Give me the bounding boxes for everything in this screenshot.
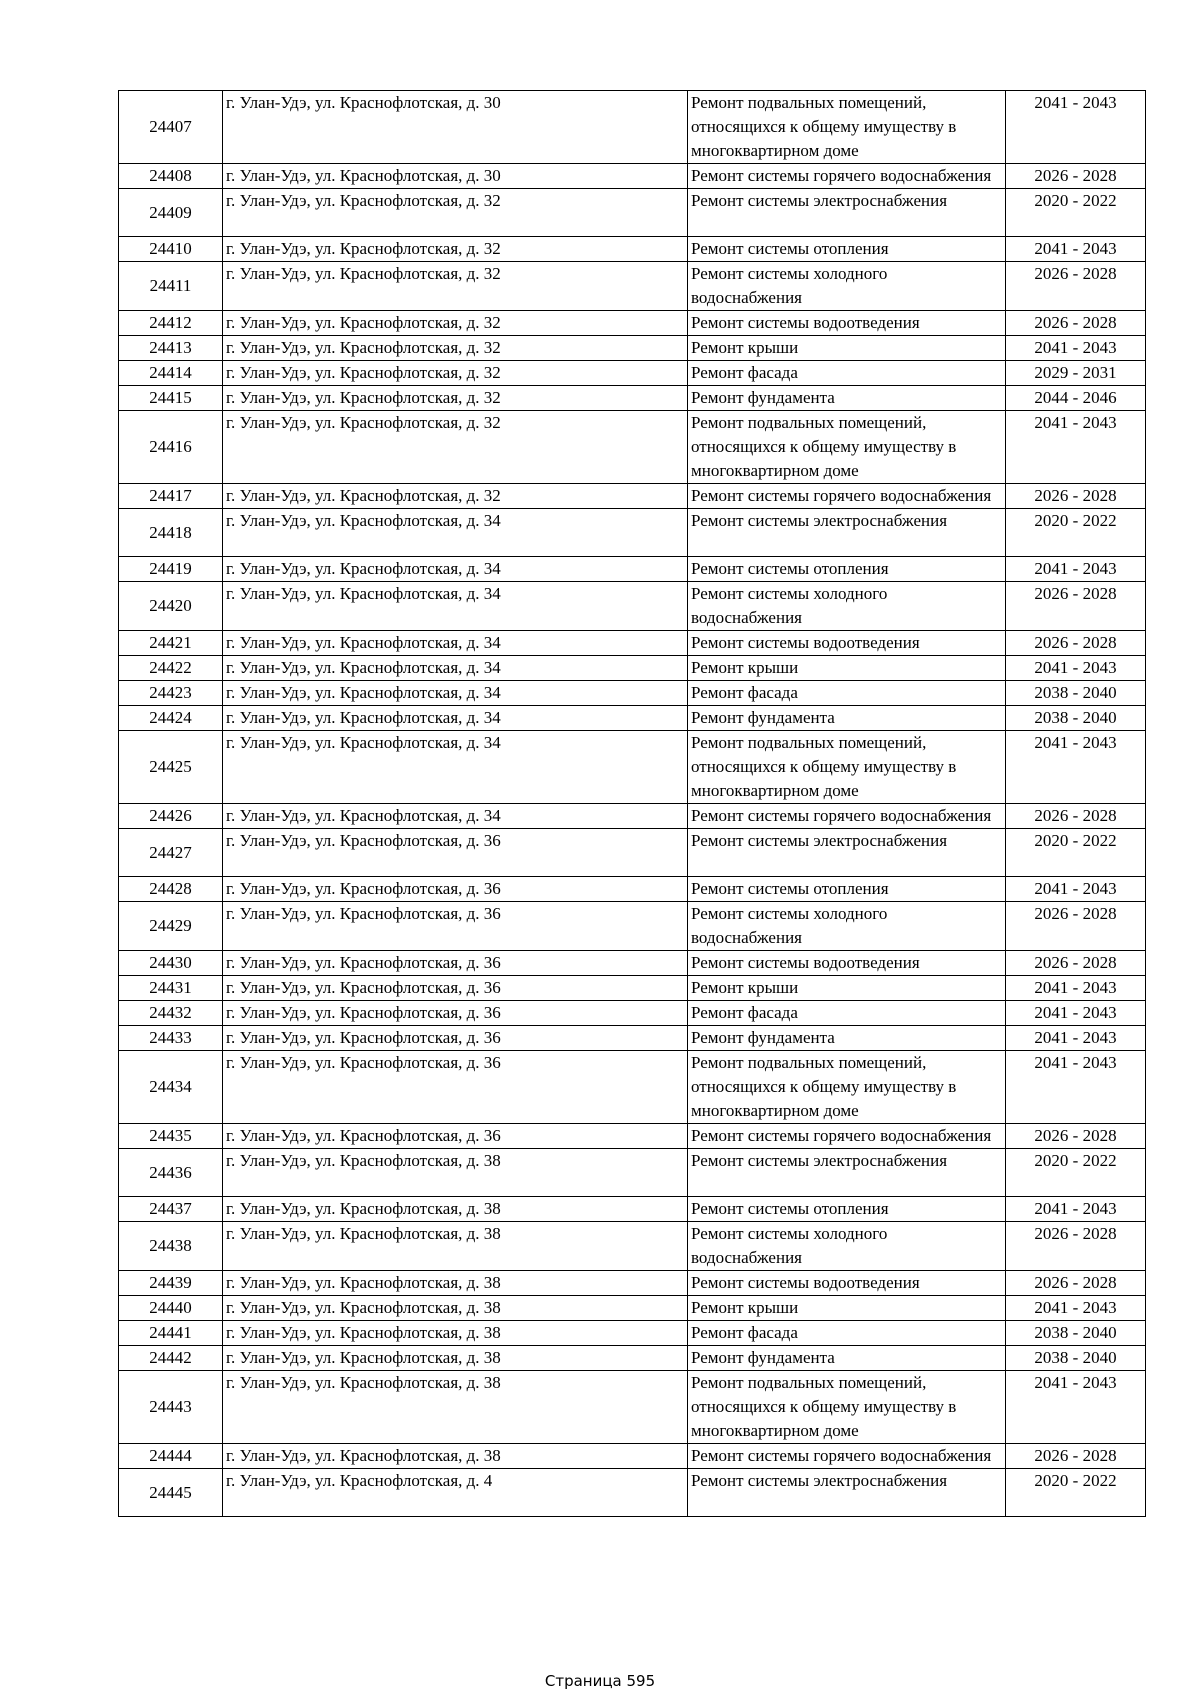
- row-id: 24409: [119, 189, 223, 237]
- row-address: г. Улан-Удэ, ул. Краснофлотская, д. 36: [223, 1001, 688, 1026]
- row-work: Ремонт системы водоотведения: [688, 311, 1006, 336]
- row-id: 24430: [119, 951, 223, 976]
- row-id: 24420: [119, 582, 223, 631]
- row-address: г. Улан-Удэ, ул. Краснофлотская, д. 36: [223, 1026, 688, 1051]
- row-id: 24423: [119, 681, 223, 706]
- table-row: [119, 804, 1146, 829]
- row-id: 24408: [119, 164, 223, 189]
- table-row: [119, 1001, 1146, 1026]
- row-period: 2020 - 2022: [1006, 189, 1146, 237]
- table-row: [119, 1444, 1146, 1469]
- row-address: г. Улан-Удэ, ул. Краснофлотская, д. 30: [223, 164, 688, 189]
- row-period: 2041 - 2043: [1006, 731, 1146, 804]
- row-work: Ремонт системы водоотведения: [688, 1271, 1006, 1296]
- row-work: Ремонт фасада: [688, 681, 1006, 706]
- table-row: [119, 902, 1146, 951]
- row-work: Ремонт системы холодного водоснабжения: [688, 902, 1006, 951]
- row-id: 24433: [119, 1026, 223, 1051]
- row-address: г. Улан-Удэ, ул. Краснофлотская, д. 32: [223, 262, 688, 311]
- row-address: г. Улан-Удэ, ул. Краснофлотская, д. 34: [223, 631, 688, 656]
- row-period: 2026 - 2028: [1006, 1444, 1146, 1469]
- row-id: 24434: [119, 1051, 223, 1124]
- row-period: 2044 - 2046: [1006, 386, 1146, 411]
- row-period: 2041 - 2043: [1006, 237, 1146, 262]
- row-id: 24436: [119, 1149, 223, 1197]
- row-period: 2026 - 2028: [1006, 1124, 1146, 1149]
- row-period: 2038 - 2040: [1006, 1321, 1146, 1346]
- row-address: г. Улан-Удэ, ул. Краснофлотская, д. 38: [223, 1296, 688, 1321]
- table-row: [119, 1026, 1146, 1051]
- row-id: 24417: [119, 484, 223, 509]
- row-id: 24413: [119, 336, 223, 361]
- row-work: Ремонт системы холодного водоснабжения: [688, 262, 1006, 311]
- row-address: г. Улан-Удэ, ул. Краснофлотская, д. 30: [223, 91, 688, 164]
- row-period: 2041 - 2043: [1006, 557, 1146, 582]
- table-row: [119, 582, 1146, 631]
- table-row: [119, 237, 1146, 262]
- row-period: 2026 - 2028: [1006, 582, 1146, 631]
- row-address: г. Улан-Удэ, ул. Краснофлотская, д. 34: [223, 656, 688, 681]
- page-number: Страница 595: [544, 1672, 656, 1690]
- table-row: [119, 1271, 1146, 1296]
- row-work: Ремонт системы электроснабжения: [688, 509, 1006, 557]
- row-period: 2026 - 2028: [1006, 1271, 1146, 1296]
- row-period: 2038 - 2040: [1006, 1346, 1146, 1371]
- row-address: г. Улан-Удэ, ул. Краснофлотская, д. 36: [223, 1051, 688, 1124]
- row-address: г. Улан-Удэ, ул. Краснофлотская, д. 32: [223, 237, 688, 262]
- row-id: 24437: [119, 1197, 223, 1222]
- row-address: г. Улан-Удэ, ул. Краснофлотская, д. 34: [223, 706, 688, 731]
- row-id: 24429: [119, 902, 223, 951]
- table-row: [119, 1346, 1146, 1371]
- row-address: г. Улан-Удэ, ул. Краснофлотская, д. 38: [223, 1444, 688, 1469]
- row-period: 2041 - 2043: [1006, 336, 1146, 361]
- row-id: 24428: [119, 877, 223, 902]
- row-period: 2041 - 2043: [1006, 411, 1146, 484]
- row-period: 2041 - 2043: [1006, 1026, 1146, 1051]
- row-id: 24407: [119, 91, 223, 164]
- table-row: [119, 1051, 1146, 1124]
- row-period: 2041 - 2043: [1006, 1296, 1146, 1321]
- row-work: Ремонт подвальных помещений, относящихся к общему имуществу в многоквартирном доме: [688, 91, 1006, 164]
- table-row: [119, 681, 1146, 706]
- row-period: 2041 - 2043: [1006, 877, 1146, 902]
- row-address: г. Улан-Удэ, ул. Краснофлотская, д. 36: [223, 951, 688, 976]
- row-address: г. Улан-Удэ, ул. Краснофлотская, д. 38: [223, 1149, 688, 1197]
- row-address: г. Улан-Удэ, ул. Краснофлотская, д. 36: [223, 829, 688, 877]
- row-address: г. Улан-Удэ, ул. Краснофлотская, д. 32: [223, 336, 688, 361]
- row-id: 24427: [119, 829, 223, 877]
- table-row: [119, 877, 1146, 902]
- row-period: 2026 - 2028: [1006, 951, 1146, 976]
- row-address: г. Улан-Удэ, ул. Краснофлотская, д. 36: [223, 1124, 688, 1149]
- row-period: 2041 - 2043: [1006, 1197, 1146, 1222]
- row-work: Ремонт системы электроснабжения: [688, 1469, 1006, 1517]
- table-row: [119, 164, 1146, 189]
- row-work: Ремонт фундамента: [688, 386, 1006, 411]
- row-id: 24442: [119, 1346, 223, 1371]
- row-period: 2041 - 2043: [1006, 1001, 1146, 1026]
- row-address: г. Улан-Удэ, ул. Краснофлотская, д. 4: [223, 1469, 688, 1517]
- table-row: [119, 731, 1146, 804]
- table-row: [119, 509, 1146, 557]
- row-id: 24421: [119, 631, 223, 656]
- row-period: 2041 - 2043: [1006, 656, 1146, 681]
- row-work: Ремонт подвальных помещений, относящихся к общему имуществу в многоквартирном доме: [688, 1051, 1006, 1124]
- row-id: 24425: [119, 731, 223, 804]
- row-work: Ремонт системы горячего водоснабжения: [688, 1444, 1006, 1469]
- row-address: г. Улан-Удэ, ул. Краснофлотская, д. 32: [223, 311, 688, 336]
- row-id: 24412: [119, 311, 223, 336]
- row-work: Ремонт подвальных помещений, относящихся к общему имуществу в многоквартирном доме: [688, 411, 1006, 484]
- row-id: 24410: [119, 237, 223, 262]
- row-id: 24440: [119, 1296, 223, 1321]
- row-work: Ремонт системы водоотведения: [688, 631, 1006, 656]
- repair-schedule-table: [118, 90, 1146, 1517]
- table-row: [119, 1296, 1146, 1321]
- row-period: 2026 - 2028: [1006, 311, 1146, 336]
- table-row: [119, 706, 1146, 731]
- row-work: Ремонт фасада: [688, 1001, 1006, 1026]
- row-period: 2020 - 2022: [1006, 509, 1146, 557]
- table-row: [119, 1371, 1146, 1444]
- row-id: 24444: [119, 1444, 223, 1469]
- row-id: 24439: [119, 1271, 223, 1296]
- row-work: Ремонт системы отопления: [688, 237, 1006, 262]
- row-work: Ремонт системы электроснабжения: [688, 829, 1006, 877]
- row-work: Ремонт крыши: [688, 336, 1006, 361]
- table-row: [119, 189, 1146, 237]
- row-work: Ремонт системы горячего водоснабжения: [688, 1124, 1006, 1149]
- table-row: [119, 91, 1146, 164]
- row-address: г. Улан-Удэ, ул. Краснофлотская, д. 32: [223, 386, 688, 411]
- row-id: 24443: [119, 1371, 223, 1444]
- row-period: 2026 - 2028: [1006, 1222, 1146, 1271]
- row-work: Ремонт фундамента: [688, 1346, 1006, 1371]
- row-period: 2029 - 2031: [1006, 361, 1146, 386]
- row-period: 2041 - 2043: [1006, 1051, 1146, 1124]
- row-work: Ремонт системы электроснабжения: [688, 189, 1006, 237]
- row-work: Ремонт системы холодного водоснабжения: [688, 1222, 1006, 1271]
- row-address: г. Улан-Удэ, ул. Краснофлотская, д. 32: [223, 361, 688, 386]
- table-row: [119, 951, 1146, 976]
- row-address: г. Улан-Удэ, ул. Краснофлотская, д. 32: [223, 189, 688, 237]
- row-work: Ремонт системы отопления: [688, 557, 1006, 582]
- row-address: г. Улан-Удэ, ул. Краснофлотская, д. 38: [223, 1371, 688, 1444]
- row-work: Ремонт подвальных помещений, относящихся к общему имуществу в многоквартирном доме: [688, 1371, 1006, 1444]
- page-footer: [0, 1672, 1200, 1690]
- row-address: г. Улан-Удэ, ул. Краснофлотская, д. 36: [223, 902, 688, 951]
- table-row: [119, 1197, 1146, 1222]
- row-address: г. Улан-Удэ, ул. Краснофлотская, д. 34: [223, 731, 688, 804]
- row-address: г. Улан-Удэ, ул. Краснофлотская, д. 34: [223, 509, 688, 557]
- row-id: 24416: [119, 411, 223, 484]
- table-body: [119, 91, 1146, 1517]
- row-work: Ремонт системы горячего водоснабжения: [688, 164, 1006, 189]
- row-period: 2020 - 2022: [1006, 1149, 1146, 1197]
- row-address: г. Улан-Удэ, ул. Краснофлотская, д. 34: [223, 582, 688, 631]
- row-work: Ремонт подвальных помещений, относящихся к общему имуществу в многоквартирном доме: [688, 731, 1006, 804]
- row-work: Ремонт системы холодного водоснабжения: [688, 582, 1006, 631]
- row-id: 24438: [119, 1222, 223, 1271]
- row-work: Ремонт системы горячего водоснабжения: [688, 804, 1006, 829]
- table-row: [119, 1149, 1146, 1197]
- row-period: 2026 - 2028: [1006, 164, 1146, 189]
- row-address: г. Улан-Удэ, ул. Краснофлотская, д. 38: [223, 1271, 688, 1296]
- row-address: г. Улан-Удэ, ул. Краснофлотская, д. 36: [223, 877, 688, 902]
- table-row: [119, 829, 1146, 877]
- row-period: 2026 - 2028: [1006, 804, 1146, 829]
- table-row: [119, 1321, 1146, 1346]
- row-work: Ремонт системы электроснабжения: [688, 1149, 1006, 1197]
- row-address: г. Улан-Удэ, ул. Краснофлотская, д. 36: [223, 976, 688, 1001]
- row-period: 2020 - 2022: [1006, 1469, 1146, 1517]
- row-id: 24418: [119, 509, 223, 557]
- table-row: [119, 631, 1146, 656]
- row-id: 24431: [119, 976, 223, 1001]
- row-period: 2038 - 2040: [1006, 706, 1146, 731]
- row-period: 2038 - 2040: [1006, 681, 1146, 706]
- row-id: 24424: [119, 706, 223, 731]
- row-id: 24441: [119, 1321, 223, 1346]
- row-address: г. Улан-Удэ, ул. Краснофлотская, д. 32: [223, 484, 688, 509]
- row-address: г. Улан-Удэ, ул. Краснофлотская, д. 34: [223, 681, 688, 706]
- row-period: 2020 - 2022: [1006, 829, 1146, 877]
- row-work: Ремонт фасада: [688, 1321, 1006, 1346]
- table-row: [119, 557, 1146, 582]
- table-row: [119, 262, 1146, 311]
- table-row: [119, 484, 1146, 509]
- table-row: [119, 976, 1146, 1001]
- row-period: 2026 - 2028: [1006, 262, 1146, 311]
- row-period: 2041 - 2043: [1006, 976, 1146, 1001]
- row-id: 24411: [119, 262, 223, 311]
- row-period: 2026 - 2028: [1006, 484, 1146, 509]
- row-id: 24422: [119, 656, 223, 681]
- table-row: [119, 386, 1146, 411]
- table-row: [119, 1469, 1146, 1517]
- row-work: Ремонт системы горячего водоснабжения: [688, 484, 1006, 509]
- row-work: Ремонт фундамента: [688, 706, 1006, 731]
- row-id: 24415: [119, 386, 223, 411]
- table-row: [119, 336, 1146, 361]
- table-row: [119, 361, 1146, 386]
- row-work: Ремонт системы водоотведения: [688, 951, 1006, 976]
- row-address: г. Улан-Удэ, ул. Краснофлотская, д. 38: [223, 1222, 688, 1271]
- row-work: Ремонт системы отопления: [688, 877, 1006, 902]
- table-row: [119, 1124, 1146, 1149]
- row-id: 24432: [119, 1001, 223, 1026]
- row-period: 2041 - 2043: [1006, 1371, 1146, 1444]
- row-period: 2026 - 2028: [1006, 631, 1146, 656]
- row-work: Ремонт системы отопления: [688, 1197, 1006, 1222]
- row-id: 24435: [119, 1124, 223, 1149]
- row-address: г. Улан-Удэ, ул. Краснофлотская, д. 38: [223, 1346, 688, 1371]
- table-row: [119, 656, 1146, 681]
- row-address: г. Улан-Удэ, ул. Краснофлотская, д. 38: [223, 1197, 688, 1222]
- row-address: г. Улан-Удэ, ул. Краснофлотская, д. 34: [223, 804, 688, 829]
- row-work: Ремонт крыши: [688, 976, 1006, 1001]
- row-work: Ремонт фундамента: [688, 1026, 1006, 1051]
- row-address: г. Улан-Удэ, ул. Краснофлотская, д. 34: [223, 557, 688, 582]
- row-id: 24426: [119, 804, 223, 829]
- row-address: г. Улан-Удэ, ул. Краснофлотская, д. 32: [223, 411, 688, 484]
- table-row: [119, 311, 1146, 336]
- row-period: 2026 - 2028: [1006, 902, 1146, 951]
- row-id: 24414: [119, 361, 223, 386]
- row-address: г. Улан-Удэ, ул. Краснофлотская, д. 38: [223, 1321, 688, 1346]
- row-work: Ремонт крыши: [688, 1296, 1006, 1321]
- table-row: [119, 1222, 1146, 1271]
- row-id: 24419: [119, 557, 223, 582]
- row-period: 2041 - 2043: [1006, 91, 1146, 164]
- row-work: Ремонт крыши: [688, 656, 1006, 681]
- row-id: 24445: [119, 1469, 223, 1517]
- row-work: Ремонт фасада: [688, 361, 1006, 386]
- table-row: [119, 411, 1146, 484]
